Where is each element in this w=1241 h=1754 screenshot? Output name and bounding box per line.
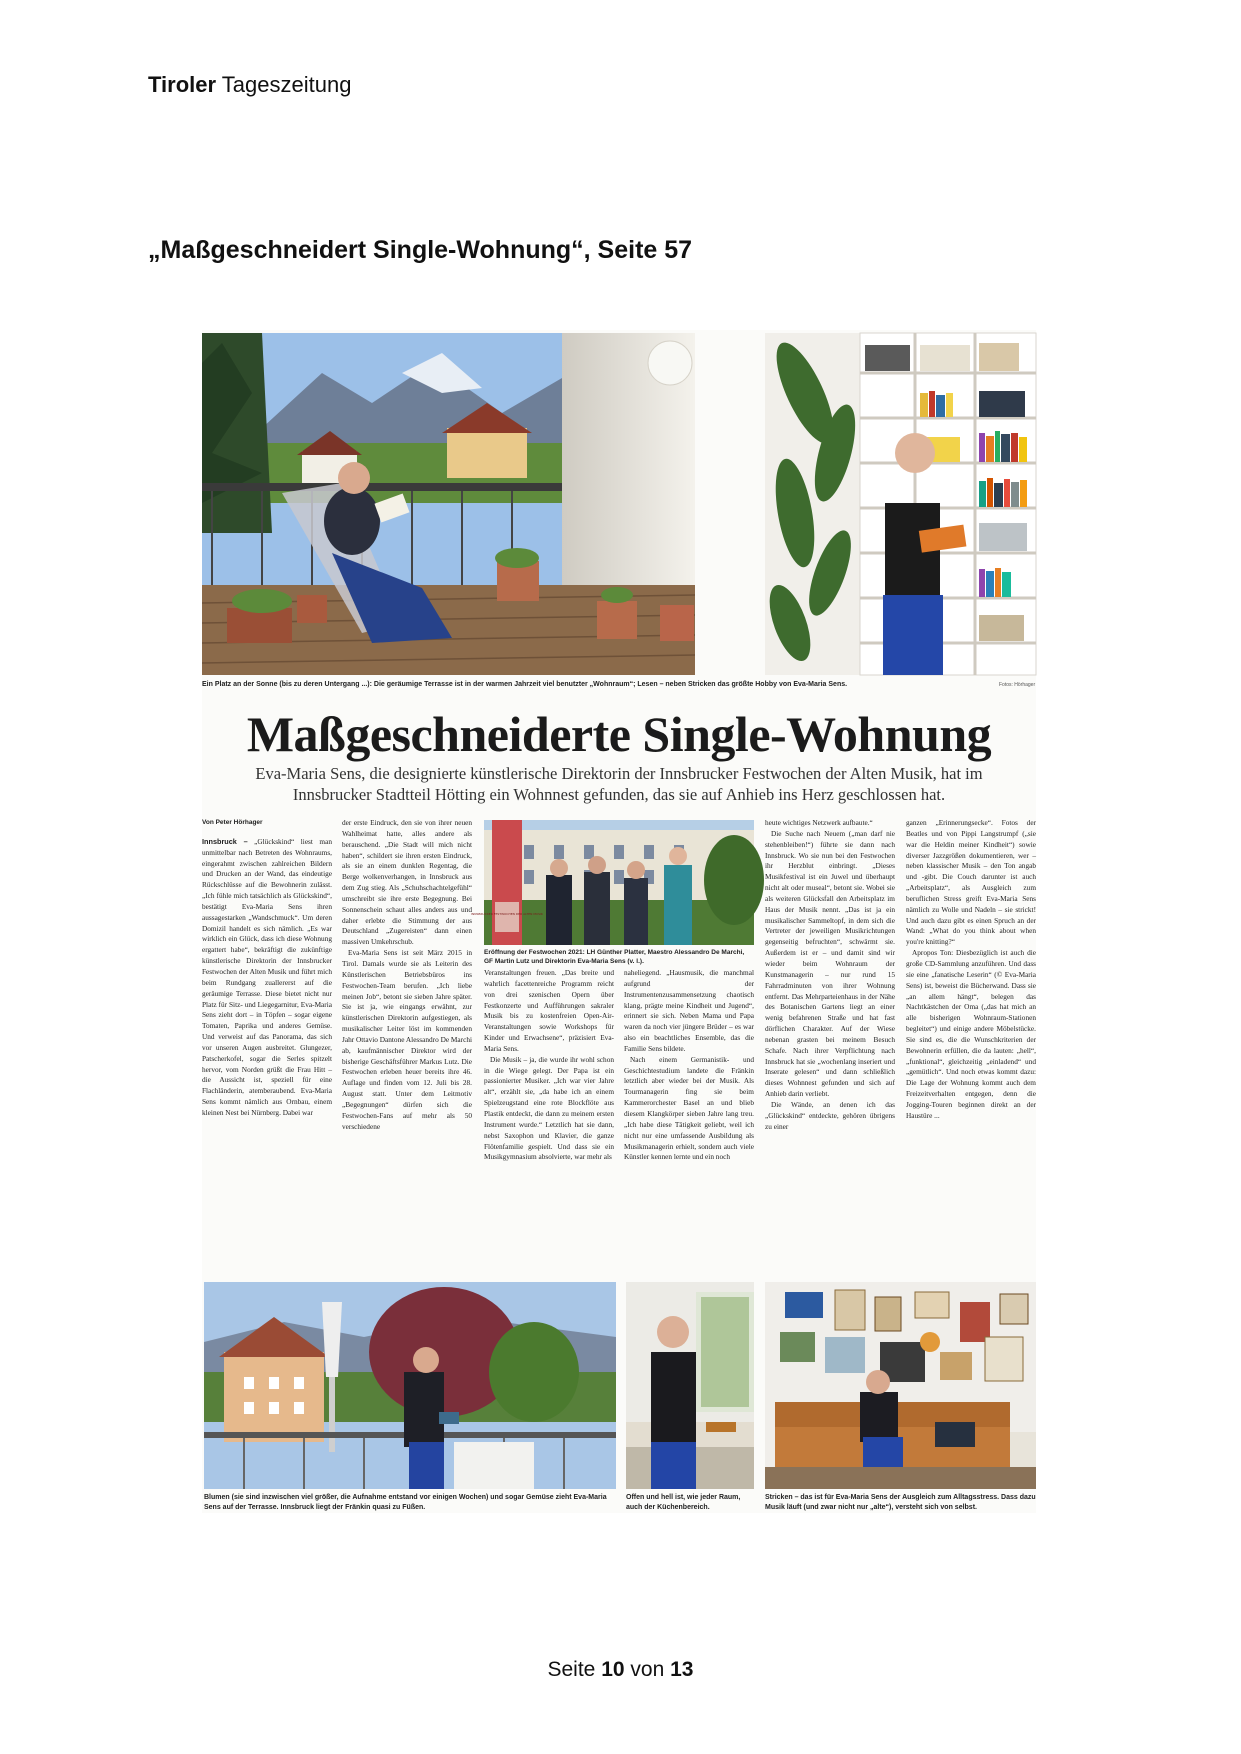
article-column-1 [202,818,332,1263]
top-photo-caption: Ein Platz an der Sonne (bis zu deren Untergang ...): Die geräumige Terrasse ist in der warmen Jahrzeit viel benutzter „Wohnraum“; Lesen – neben Stricken das größte Hobby von Eva-Maria Sens. [202,681,848,688]
photo-festival-opening [471,820,754,945]
photo-terrace-watering [204,1282,616,1489]
article-headline: Maßgeschneiderte Single-Wohnung [246,706,992,762]
column-1-body: „Glückskind“ liest man unmittelbar nach Betreten des Wohnraums, eingerahmt zwischen zahlreichen Bildern und Drucken an der Wand, das eindeutige Rückschlüsse auf die Bewohnerin zulässt. „Ich fühle mich tatsächlich als Glückskind“, bestätigt Eva-Maria Sens ihren aussagestarken „Wandschmuck“. Um deren Domizil handelt es sich nämlich. „Es war wirklich ein Glück, dass ich diese Wohnung ergattert habe“, bekräftigt die zukünftige künstlerische Direktorin der Innsbrucker Festwochen der Alten Musik und führt mich beim Rundgang zuallererst auf die geräumige Terrasse. Diese bietet nicht nur Platz für Sitz- und Liegegarnitur, Eva-Maria Sens zieht dort – in Töpfen – sogar eigene Tomaten, Paprika und anderes Gemüse. Und verweist auf das Panorama, das sich vor unseren Augen ausbreitet. Glungezer, Patscherkofel, sogar die Serles spitzelt hervor, vom Norden grüßt die Frau Hitt – die Aussicht ist, speziell für eine Flachländerin, atemberaubend. Eva-Maria Sens kommt nämlich aus Ornbau, einem kleinen Nest bei Nürnberg. Dabei war [202,836,332,1117]
column-5-paragraph-1: heute wichtiges Netzwerk aufbaute.“ [765,818,873,827]
photo-kitchen [626,1282,754,1489]
photo-living-room-image [765,1282,1036,1489]
reference-title: „Maßgeschneidert Single-Wohnung“, Seite 57 [148,236,693,264]
column-5-paragraph-3: Die Wände, an denen ich das „Glückskind“ entdeckte, gehören übrigens zu einer [765,1099,895,1131]
column-4-paragraph-2: Nach einem Germanistik- und Geschichtestudium landete die Fränkin letztlich aber wieder bei der Musik. Als Tourmanagerin fing sie beim Kammerorchester Basel an und blieb diesem Klangkörper sieben Jahre lang treu. „Ich habe diese Tätigkeit geliebt, weil ich nicht nur eine umfassende Ausbildung als Musikmanagerin erhielt, sondern auch viele Künstler kennen lernte und ein noch [624,1054,754,1162]
column-2-paragraph-2: Eva-Maria Sens ist seit März 2015 in Tirol. Damals wurde sie als Leiterin des Künstlerischen Betriebsbüros ins Festwochen-Team berufen. „Ich liebe meinen Job“, betont sie sieben Jahre später. Sie ist ja, wie eingangs erwähnt, zur künstlerischen Direktorin aufgestiegen, als musikalischer Leiter löst im kommenden Jahr Ottavio Dantone Alessandro De Marchi ab, kaufmännischer Direktor wird der bisherige Geschäftsführer Markus Lutz. Die Festwochen erleben heuer bereits ihre 46. Auflage und finden vom 12. Juli bis 28. August statt. Unter dem Leitmotiv „Begegnungen“ dürfen sich die Festwochen-Fans auf mehr als 50 verschiedene [342,948,472,1131]
footer-middle: von [630,1658,665,1681]
column-6-paragraph-2: Apropos Ton: Diesbezüglich ist auch die große CD-Sammlung anzuführen. Und dass sie eine „fanatische Leserin“ (© Eva-Maria Sens) ist, beweist die Bücherwand. Dass sie „an allem hängt“, belegen das Nachtkästchen der Oma („das hat mich an alle bisherigen Wohnraum-Stationen begleitet“) und einige andere Möbelstücke. Sie sind es, die die Wunschkriterien der Bewohnerin erfüllen, die da lauten: „hell“, „funktional“, gleichzeitig „einladend“ und „gemütlich“. Und noch etwas kommt dazu: Die Lage der Wohnung kommt auch dem Freizeitverhalten entgegen, denn die Jogging-Touren beginnen direkt an der Haustüre ... [906,948,1036,1120]
byline: Von Peter Hörhager [202,819,263,826]
newspaper-header [148,72,351,98]
photo-bookshelf-image [765,333,1036,675]
festival-poster [495,902,519,932]
photo-kitchen-image [626,1282,754,1489]
photo-terrace-reading [202,333,695,675]
photo-living-room-knitting [765,1282,1036,1489]
column-3-paragraph-2: Die Musik – ja, die wurde ihr wohl schon in die Wiege gelegt. Der Papa ist ein passionierter Musiker. „Ich war vier Jahre alt“, erzählt sie, „da habe ich an einem Spielzeugstand eine rote Blockflöte aus Plastik entdeckt, die dann zu meinem ersten Instrument wurde.“ Letztlich hat sie dann, nebst Saxophon und Klavier, die ganze Flötenfamilie gespielt. Und dass sie ein Musikgymnasium absolvierte, war mehr als [484,1054,614,1162]
photo-terrace-reading-image [202,333,695,675]
article-column-2 [342,818,472,1263]
newspaper-clipping [202,330,1036,1513]
article-column-5 [765,818,895,1263]
column-1-text [202,837,332,1119]
footer-prefix: Seite [547,1658,596,1681]
photo-credit: Fotos: Hörhager [999,682,1036,688]
column-3-paragraph-1: Veranstaltungen freuen. „Das breite und wahrlich facettenreiche Programm reicht von drei szenischen Opern über Festkonzerte und Aufführungen sakraler Musik bis zu kostenfreien Open-Air-Veranstaltungen sowie Workshops für Kinder und Erwachsene“, präzisiert Eva-Maria Sens. [484,968,614,1053]
festival-poster-text: INNSBRUCKER FESTWOCHEN DER ALTEN MUSIK [471,912,543,916]
article-column-3 [484,968,614,1263]
column-2-paragraph-1: der erste Eindruck, den sie von ihrer neuen Wahlheimat hatte, alles andere als berauschend. „Die Stadt will mich nicht haben“, schildert sie ihren ersten Eindruck, als sie an einem dunklen Regentag, die Berge wolkenverhangen, in Innsbruck aus dem Zug stieg. Als „Schuhschachtelgefühl“ umschreibt sie ihre erste Begegnung. Bei Sonnenschein schaut alles anders aus und daher erlebte die Stimmung der aus Deutschland „Zugereisten“ dann einen massiven Umkehrschub. [342,818,472,947]
article-column-6 [906,818,1036,1263]
photo-festival-opening-image [471,820,754,945]
photo-terrace-watering-image [204,1282,616,1489]
footer-page-total: 13 [670,1658,694,1681]
page-footer [0,1658,1241,1682]
inset-photo-caption: Eröffnung der Festwochen 2021: LH Günther Platter, Maestro Alessandro De Marchi, GF Martin Lutz und Direktorin Eva-Maria Sens (v. l.). [484,949,745,965]
article-column-4 [624,968,754,1263]
column-5-paragraph-2: Die Suche nach Neuem („man darf nie stehenbleiben!“) führte sie dann nach Innsbruck. Wo sie nun bei den Festwochen ihr Herzblut einbringt. „Dieses Musikfestival ist ein Juwel und überhaupt nicht alt oder museal“, betont sie. Wobei sie als weiteren Glücksfall den Arbeitsplatz im Haus der Musik nennt. „Das ist ja ein musikalischer Sammeltopf, in dem sich die Vertreter der jeweiligen Musikrichtungen gegenseitig befruchten“, schwärmt sie. Außerdem ist er – und damit sind wir wieder beim Wohnraum der Kunstmanagerin – nur rund 15 Fahrradminuten von ihrer Wohnung entfernt. Das Mehrparteienhaus in der Nähe des Botanischen Gartens liegt an einer wenig befahrenen Straße und hat fast dörflichen Charakter. Auf der Wiese nebenan grasten bei meinem Besuch Schafe. Nach ihrer Verpflichtung nach Innsbruck hat sie „wochenlang inseriert und Inserate gelesen“ und dann schließlich dieses Wohnnest gefunden und sich auf Anhieb darin verliebt. [765,828,895,1099]
dateline-place: Innsbruck – [202,836,248,846]
bottom-caption-knitting: Stricken – das ist für Eva-Maria Sens der Ausgleich zum Alltagsstress. Dass dazu Musik läuft (und zwar nicht nur „alte“), versteht sich von selbst. [765,1494,1036,1511]
article-lead: Eva-Maria Sens, die designierte künstlerische Direktorin der Innsbrucker Festwochen der Alten Musik, hat im Innsbrucker Stadtteil Hötting ein Wohnnest gefunden, das sie auf Anhieb ins Herz geschlossen hat. [255,764,983,804]
photo-bookshelf-reading [765,333,1036,675]
footer-page-number: 10 [601,1658,625,1681]
brand-rest: Tageszeitung [221,72,352,97]
column-4-paragraph-1: naheliegend. „Hausmusik, die manchmal aufgrund der Instrumentenzusammensetzung chaotisch klang, prägte meine Kindheit und Jugend“, erinnert sie sich. Neben Mama und Papa waren da noch vier jüngere Brüder – es war also ein beachtliches Ensemble, das die Familie Sens bildete. [624,968,754,1053]
brand-bold: Tiroler [148,72,217,97]
bottom-caption-terrace: Blumen (sie sind inzwischen viel größer, die Aufnahme entstand vor einigen Wochen) und sogar Gemüse zieht Eva-Maria Sens auf der Terrasse. Innsbruck liegt der Fränkin quasi zu Füßen. [204,1494,607,1511]
column-6-paragraph-1: ganzen „Erinnerungsecke“. Fotos der Beatles und von Pippi Langstrumpf („sie war die Heldin meiner Kindheit“) sowie diverser Jazzgrößen dokumentieren, wer – neben klassischer Musik – den Ton angab und -gibt. Die Couch darunter ist auch „Arbeitsplatz“, als Ausgleich zum beruflichen Stress greift Eva-Maria Sens nämlich zu Wolle und Nadeln – sie strickt! Und auch dazu gibt es einen Spruch an der Wand: „What do you think about when you're knitting?“ [906,818,1036,947]
bottom-caption-kitchen: Offen und hell ist, wie jeder Raum, auch der Küchenbereich. [626,1494,741,1511]
